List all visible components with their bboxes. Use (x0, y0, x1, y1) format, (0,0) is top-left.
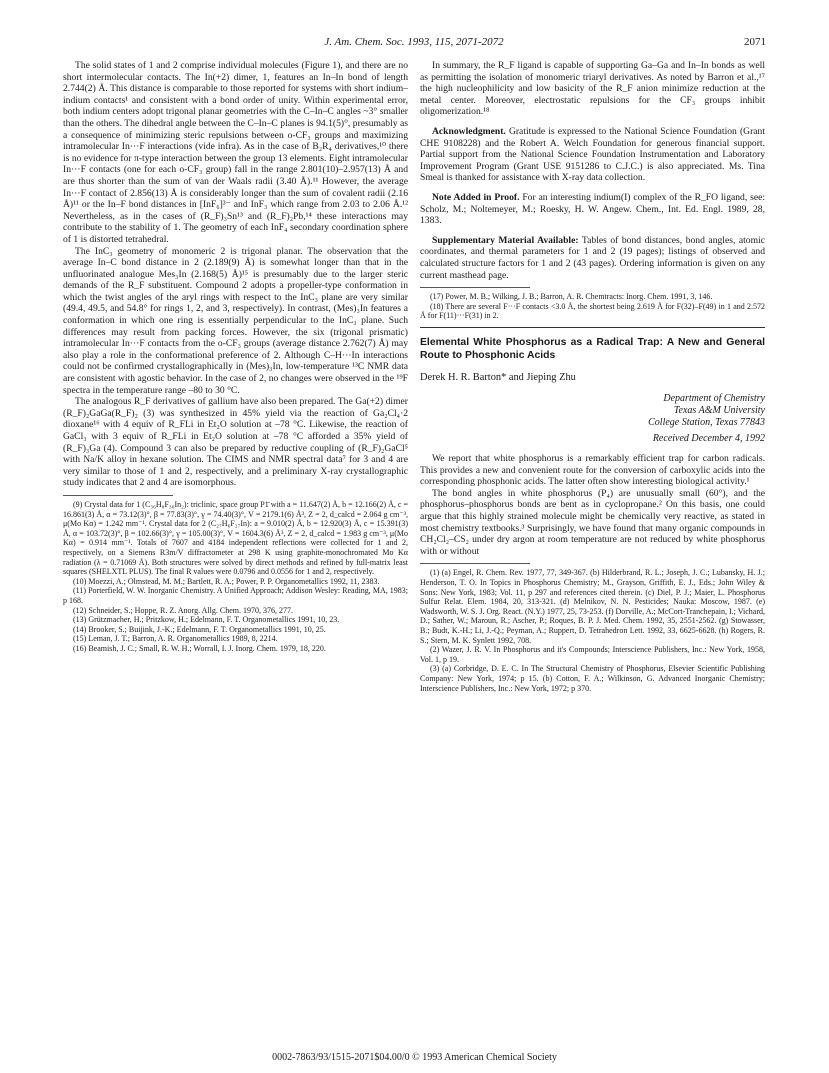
body-paragraph: The solid states of 1 and 2 comprise individual molecules (Figure 1), and there are no short intermolecular contacts. The In(+2) dimer, 1, features an In–In bond of length 2.744(2) Å. This distance is comparable to those reported for systems with short indium–indium contacts¹ and consistent with a bond order of unity. Within experimental error, both indium centers adopt trigonal planar geometries with the C–In–C angles ~3° smaller than the others. The dihedral angle between the C–In–C planes is 94.1(5)°, presumably as a consequence of minimizing steric repulsions between o-CF₃ groups and maximizing intramolecular In···F interactions (vide infra). As in the case of B₂R₄ derivatives,¹⁰ there is no evidence for π-type interaction between the group 13 elements. Eight intramolecular In···F contacts (one for each o-CF₃ group) fall in the range 2.801(10)–2.957(13) Å and are thus shorter than the sum of van der Waals radii (3.40 Å).¹¹ However, the average In···F contact of 2.856(13) Å is considerably longer than the sum of covalent radii (2.16 Å)¹¹ or the In–F bond distances in [InF₆]³⁻ and InF₃ which range from 2.03 to 2.06 Å.¹² Nevertheless, as in the cases of (R_F)₃Sn¹³ and (R_F)₂Pb,¹⁴ these interactions may contribute to the stability of 1. The geometry of each InF₄ secondary coordination sphere of 1 is distorted tetrahedral. (63, 60, 408, 245)
footnote-divider (420, 563, 530, 564)
footnote: (9) Crystal data for 1 (C₃₆H₈F₃₆In₂): triclinic, space group P1̄ with a = 11.647(2) Å, b = 12.166(2) Å, c = 16.861(3) Å, α = 73.12(3)°, β = 77.83(3)°, γ = 74.40(3)°, V = 2179.1(6) Å³, Z = 2, d_calcd = 2.064 g cm⁻³, μ(Mo Kα) = 1.242 mm⁻¹. Crystal data for 2 (C₂₇H₆F₂₇In): a = 9.010(2) Å, b = 12.920(3) Å, c = 15.391(3) Å, α = 103.72(3)°, β = 102.66(3)°, γ = 105.00(3)°, V = 1604.3(6) Å³, Z = 2, d_calcd = 1.983 g cm⁻³, μ(Mo Kα) = 0.914 mm⁻¹. Totals of 7607 and 4184 independent reflections were collected for 1 and 2, respectively, on a Siemens R3m/V diffractometer at 298 K using graphite-monochromated Mo Kα radiation (λ = 0.71069 Å). Both structures were solved by direct methods and refined by full-matrix least squares (SHELXTL PLUS). The final R values were 0.0796 and 0.0556 for 1 and 2, respectively. (63, 499, 408, 577)
body-paragraph: The bond angles in white phosphorus (P₄) are unusually small (60°), and the phosphorus–phosphorus bonds are bent as in cyclopropane.² On this basis, one could argue that this highly strained molecule might be chemically very reactive, as stated in most chemistry textbooks.³ Surprisingly, we have found that many organic compounds in CH₂Cl₂–CS₂ under dry argon at room temperature are not reduced by white phosphorus with or without (420, 487, 765, 557)
article-divider (420, 327, 765, 328)
journal-citation: J. Am. Chem. Soc. 1993, 115, 2071-2072 (324, 36, 504, 48)
supplementary-heading: Supplementary Material Available: (432, 234, 579, 246)
supplementary-material: Supplementary Material Available: Tables of bond distances, bond angles, atomic coordinates, and thermal parameters for 1 and 2 (19 pages); listings of observed and calculated structure factors for 1 and 2 (43 pages). Ordering information is given on any current masthead page. (420, 234, 765, 281)
footnote: (13) Grützmacher, H.; Pritzkow, H.; Edelmann, F. T. Organometallics 1991, 10, 23. (73, 615, 340, 625)
footnote: (11) Porterfield, W. W. Inorganic Chemistry. A Unified Approach; Addison Wesley: Reading, MA, 1983; p 168. (63, 586, 408, 605)
acknowledgment: Acknowledgment. Gratitude is expressed to the National Science Foundation (Grant CHE 9108228) and the Robert A. Welch Foundation for generous financial support. Partial support from the National Science Foundation Instrumentation and Laboratory Improvement Program (Grant USE 9151286 to C.J.C.) is also appreciated. Ms. Tina Smeal is thanked for assistance with X-ray data collection. (420, 125, 765, 184)
references (420, 568, 765, 693)
page-number: 2071 (744, 36, 766, 48)
article-authors: Derek H. R. Barton* and Jieping Zhu (420, 371, 576, 383)
article-title: Elemental White Phosphorus as a Radical Trap: A New and General Route to Phosphonic Acids (420, 336, 765, 361)
footnote: (12) Schneider, S.; Hoppe, R. Z. Anorg. Allg. Chem. 1970, 376, 277. (73, 605, 293, 615)
footnote: (15) Leman, J. T.; Barron, A. R. Organometallics 1989, 8, 2214. (73, 634, 278, 644)
footnote: (17) Power, M. B.; Wilking, J. B.; Barron, A. R. Chemtracts: Inorg. Chem. 1991, 3, 146. (430, 292, 713, 302)
note-added-in-proof: Note Added in Proof. For an interesting indium(I) complex of the R_FO ligand, see: Scholz, M.; Noltemeyer, M.; Roesky, H. W. Angew. Chem., Int. Ed. Engl. 1989, 28, 1383. (420, 191, 765, 227)
reference: (2) Wazer, J. R. V. In Phosphorus and it's Compounds; Interscience Publishers, Inc.: New York, 1958, Vol. 1, p 19. (420, 645, 765, 664)
reference: (1) (a) Engel, R. Chem. Rev. 1977, 77, 349-367. (b) Hilderbrand, R. L.; Joseph, J. C.; Lubansky, H. J.; Henderson, T. O. In Topics in Phosphorus Chemistry; M., Grayson, Griffith, E. J., Eds.; John Wiley & Sons: New York, 1983; Vol. 11, p 297 and references cited therein. (c) Diel, P. J.; Maier, L. Phosphorus Sulfur Relat. Elem. 1984, 20, 313-321. (d) Melnikov, N. N. Pesticides; Nauka: Moscow, 1987. (e) Wadsworth, W. S. J. Org. React. (N.Y.) 1977, 25, 73-253. (f) Dorville, A.; McCort-Tranchepain, I.; Vichard, D.; Sather, W.; Maroun, R.; Ascher, P.; Roques, B. P. J. Med. Chem. 1992, 35, 2551-2562. (g) Stowasser, B.; Budt, K.-H.; Li, J.-Q.; Peyman, A.; Ruppert, D. Tetrahedron Lett. 1992, 33, 6625-6628. (h) Rogers, R. S.; Stern, M. K. Synlett 1992, 708. (420, 568, 765, 645)
note-heading: Note Added in Proof. (432, 191, 520, 203)
body-paragraph: In summary, the R_F ligand is capable of supporting Ga–Ga and In–In bonds as well as permitting the isolation of monomeric triaryl derivatives. As noted by Barron et al.,¹⁷ the high nucleophilicity and low basicity of the R_F anion minimize reduction at the metal center. Moreover, electrostatic repulsions for the CF₃ groups inhibit oligomerization.¹⁸ (420, 60, 765, 118)
body-paragraph: The InC₃ geometry of monomeric 2 is trigonal planar. The observation that the average In–C bond distance in 2 (2.189(9) Å) is somewhat longer than that in the unfluorinated analogue Mes₃In (2.168(5) Å)¹⁵ is presumably due to the larger steric demands of the R_F substituent. Compound 2 adopts a propeller-type conformation in which the twist angles of the aryl rings with respect to the InC₃ plane are very similar (49.4, 49.5, and 54.8° for rings 1, 2, and 3, respectively). In contrast, (Mes)₃In features a conformation in which one ring is essentially perpendicular to the InC₃ plane. Such differences may result from packing forces. However, the six (trigonal prismatic) intramolecular In···F contacts from the o-CF₃ groups (average distance 2.762(7) Å) may also play a role in the conformational preference of 2. Although C–H···In interactions could not be confirmed crystallographically in (Mes)₃In, low-temperature ¹³C NMR data are consistent with agostic behavior. In the case of 2, no changes were observed in the ¹⁹F spectra in the temperature range –80 to 30 °C. (63, 245, 408, 396)
affiliation: Department of Chemistry Texas A&M University College Station, Texas 77843 (648, 393, 765, 429)
copyright-footer: 0002-7863/93/1515-2071$04.00/0 © 1993 American Chemical Society (272, 1052, 557, 1063)
right-column (420, 60, 765, 693)
footnote: (14) Brooker, S.; Buijink, J.-K.; Edelmann, F. T. Organometallics 1991, 10, 25. (73, 624, 326, 634)
received-date: Received December 4, 1992 (652, 433, 765, 445)
reference: (3) (a) Corbridge, D. E. C. In The Structural Chemistry of Phosphorus, Elsevier Scientific Publishing Company: New York, 1974; p 15. (b) Cotton, F. A.; Wilkinson, G. Advanced Inorganic Chemistry; Interscience Publishers, Inc.: New York, 1972; p 370. (420, 664, 765, 693)
left-column (63, 60, 408, 653)
footnotes (63, 500, 408, 654)
footnote: (10) Moezzi, A.; Olmstead, M. M.; Bartlett, R. A.; Power, P. P. Organometallics 1992, 11, 2383. (73, 576, 380, 586)
body-paragraph: We report that white phosphorus is a remarkably efficient trap for carbon radicals. This provides a new and convenient route for the conversion of carboxylic acids into the corresponding phosphonic acids. The latter often show interesting biological activity.¹ (420, 453, 765, 488)
acknowledgment-heading: Acknowledgment. (432, 125, 506, 137)
body-paragraph: The analogous R_F derivatives of gallium have also been prepared. The Ga(+2) dimer (R_F)₂GaGa(R_F)₂ (3) was synthesized in 45% yield via the reaction of Ga₂Cl₄·2 dioxane¹⁶ with 4 equiv of R_FLi in Et₂O solution at –78 °C. Likewise, the reaction of GaCl₃ with 3 equiv of R_FLi in Et₂O solution at –78 °C afforded a 35% yield of (R_F)₃Ga (4). Compound 3 can also be prepared by reductive coupling of (R_F)₂GaCl⁵ with Na/K alloy in hexane solution. The CIMS and NMR spectral data⁷ for 3 and 4 are very similar to those of 1 and 2, respectively, and a preliminary X-ray crystallographic study indicates that 2 and 4 are isomorphous. (63, 396, 408, 489)
running-header (62, 36, 766, 50)
footnotes (420, 292, 765, 321)
footnote-divider (63, 495, 173, 496)
footnote: (16) Beamish, J. C.; Small, R. W. H.; Worrall, I. J. Inorg. Chem. 1979, 18, 220. (73, 643, 326, 653)
footnote: (18) There are several F···F contacts <3.0 Å, the shortest being 2.619 Å for F(32)–F(49) in 1 and 2.572 Å for F(11)···F(31) in 2. (420, 301, 765, 321)
footnote-divider (420, 287, 530, 288)
